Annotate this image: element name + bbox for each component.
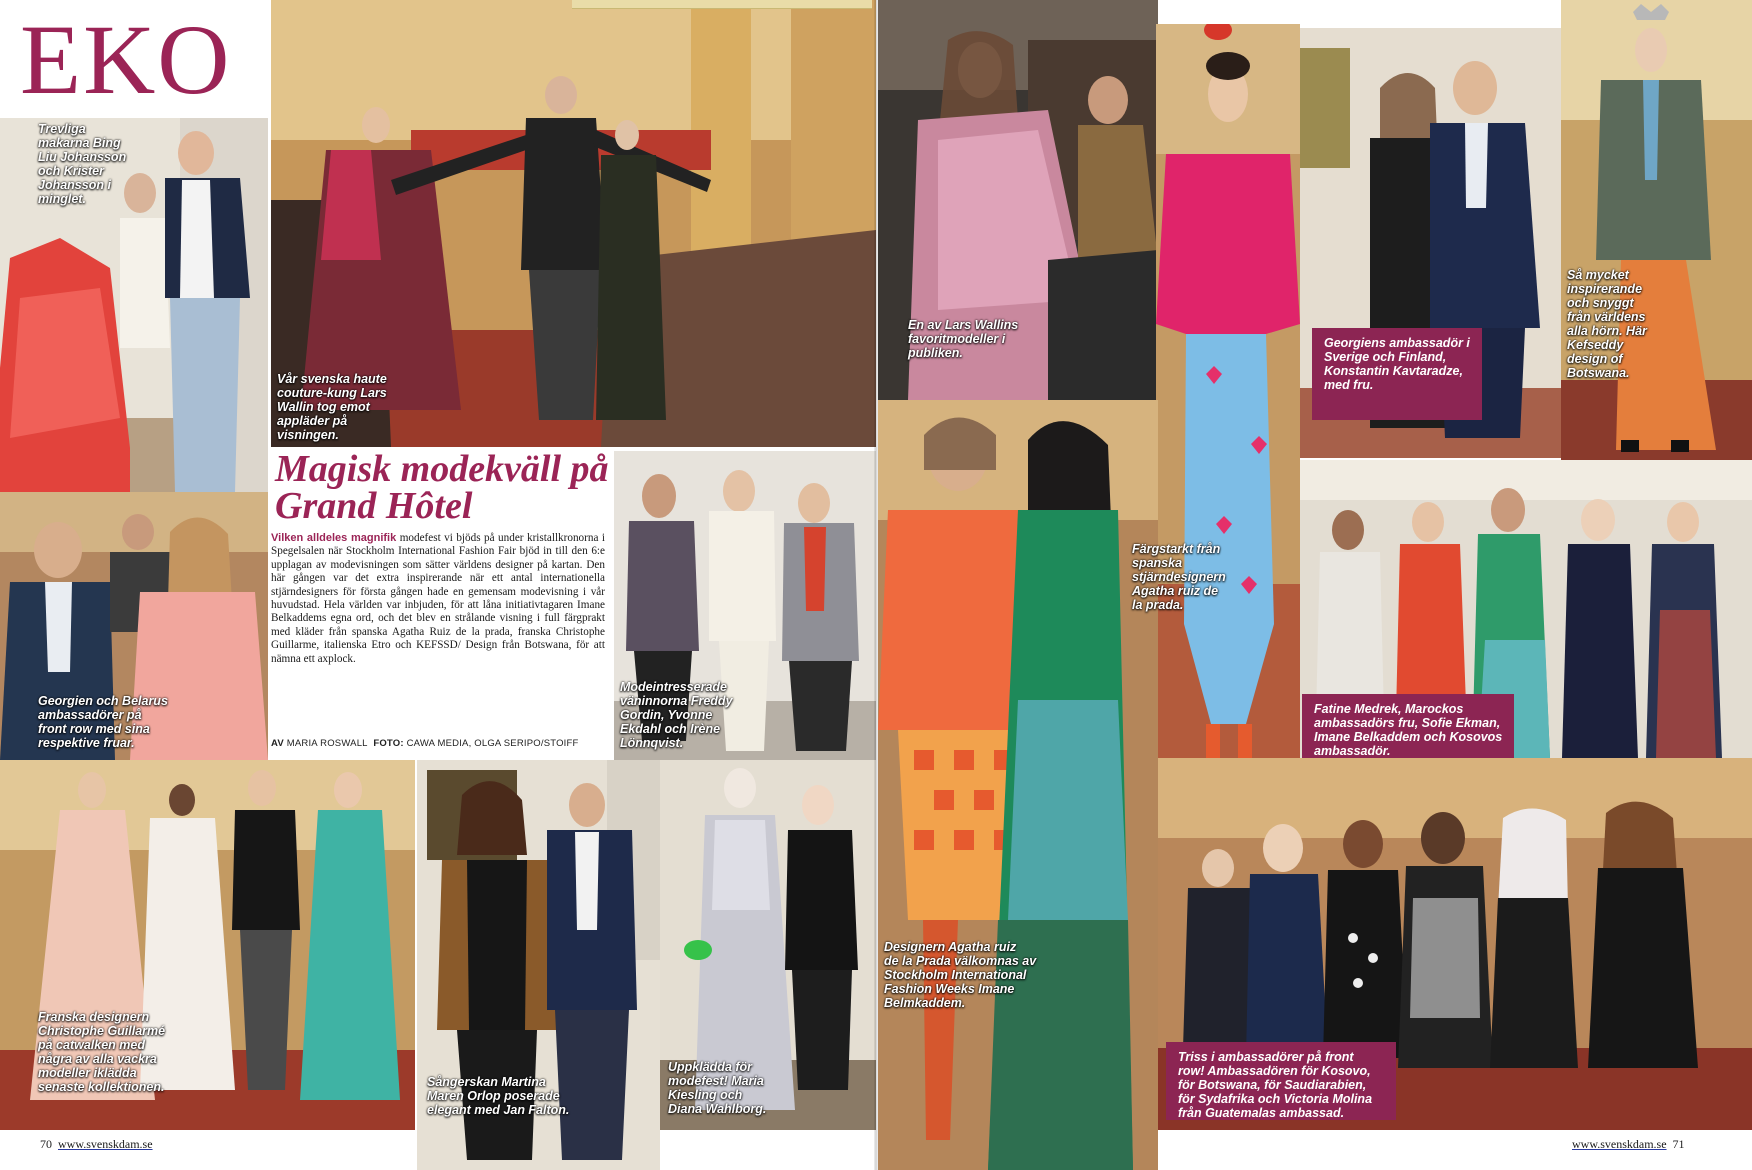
caption-lars-wallin: Vår svenska haute couture-kung Lars Wallin tog emot appläder på visningen. — [277, 372, 387, 442]
photo-friends-trio — [614, 451, 876, 761]
photo-lars-wallin-runway — [271, 0, 876, 447]
caption-agatha-imane: Designern Agatha ruiz de la Prada välkomnas av Stockholm International Fashion Weeks Imane Belmkaddem. — [884, 940, 1037, 1010]
page-number-right: 71 — [1672, 1137, 1685, 1151]
photo-couple-minglet — [0, 118, 268, 492]
photo-kefseddy-model-image — [1561, 0, 1752, 470]
photo-agatha-model-pink — [1156, 24, 1300, 794]
photo-credit-label: FOTO: — [373, 738, 404, 749]
photo-georgian-ambassador — [1300, 28, 1561, 458]
footer-left — [40, 1137, 153, 1152]
caption-maria-diana: Uppklädda för modefest! Maria Kiesling och Diana Wahlborg. — [668, 1060, 767, 1116]
photo-agatha-model-pink-image — [1156, 24, 1300, 794]
byline-author: MARIA ROSWALL — [286, 738, 368, 749]
article-body — [271, 532, 605, 666]
caption-front-row: Triss i ambassadörer på front row! Ambassadören för Kosovo, för Botswana, för Saudiarabien, för Sydafrika och Victoria Molina från Guatemalas ambassad. — [1166, 1042, 1396, 1120]
photo-martina-jan — [417, 760, 660, 1170]
caption-georgia-belarus: Georgien och Belarus ambassadörer på front row med sina respektive fruar. — [38, 694, 168, 750]
article-headline: Magisk modekväll på Grand Hôtel — [275, 448, 609, 527]
photo-georgia-belarus-ambassadors — [0, 492, 268, 760]
article-lead: Vilken alldeles magnifik — [271, 532, 397, 544]
caption-favourite-model: En av Lars Wallins favoritmodeller i publiken. — [908, 318, 1019, 360]
article-byline — [271, 738, 611, 749]
photo-agatha-imane-image — [878, 400, 1158, 1170]
page-number-left: 70 — [40, 1137, 52, 1151]
caption-georgian-ambassador: Georgiens ambassadör i Sverige och Finland, Konstantin Kavtaradze, med fru. — [1312, 328, 1482, 420]
caption-kefseddy: Så mycket inspirerande och snyggt från världens alla hörn. Här Kefseddy design of Botswana. — [1567, 268, 1647, 380]
page-gutter — [874, 0, 878, 1170]
photo-front-row-ambassadors — [1158, 758, 1752, 1130]
caption-friends-trio: Modeintresserade väninnorna Freddy Gordin, Yvonne Ekdahl och Irène Lönnqvist. — [620, 680, 733, 750]
article-body-text: modefest vi bjöds på under kristallkronorna i Spegelsalen när Stockholm International Fashion Fair bjöd in till den 6:e upplagan av modevisningen som sätter världens designer på kartan. Den här gången var det extra inspirerande när ett antal internationella stjärndesigners för första gången hade en gemensam modevisning i vår huvudstad. Hela världen var inbjuden, för att låna initiativtagaren Imane Belkaddems egna ord, och det blev en strålande visning i full färgprakt med kläder från spanska Agatha Ruiz de la prada, franska Christophe Guillarme, italienska Etro och KEFSSD/ Design från Botswana, för att nämna ett axplock. — [271, 532, 606, 665]
photo-credit: CAWA MEDIA, OLGA SERIPO/STOIFF — [406, 738, 579, 749]
photo-guillarme-catwalk — [0, 760, 415, 1130]
masthead — [0, 0, 268, 118]
masthead-title: EKO — [20, 4, 232, 115]
caption-martina-jan: Sångerskan Martina Maren Orlop poserade elegant med Jan Falton. — [427, 1075, 570, 1117]
caption-couple-minglet: Trevliga makarna Bing Liu Johansson och Krister Johansson i minglet. — [38, 122, 127, 206]
caption-agatha-colorful: Färgstarkt från spanska stjärndesignern Agatha ruiz de la prada. — [1132, 542, 1226, 612]
byline-label: AV — [271, 738, 284, 749]
article — [271, 448, 611, 761]
footer-right — [1572, 1137, 1685, 1152]
photo-fatine-group — [1300, 460, 1752, 758]
photo-maria-diana — [660, 760, 876, 1130]
top-strip — [572, 0, 872, 9]
caption-fatine-group: Fatine Medrek, Marockos ambassadörs fru, Sofie Ekman, Imane Belkaddem och Kosovos ambassadör. — [1302, 694, 1514, 758]
footer-url-left[interactable]: www.svenskdam.se — [58, 1137, 153, 1151]
photo-kefseddy-model — [1561, 0, 1752, 470]
caption-guillarme: Franska designern Christophe Guillarmé på catwalken med några av alla vackra modeller iklädda senaste kollektionen. — [38, 1010, 166, 1094]
footer-url-right[interactable]: www.svenskdam.se — [1572, 1137, 1667, 1151]
photo-favourite-model — [878, 0, 1158, 400]
photo-agatha-imane — [878, 400, 1158, 1170]
